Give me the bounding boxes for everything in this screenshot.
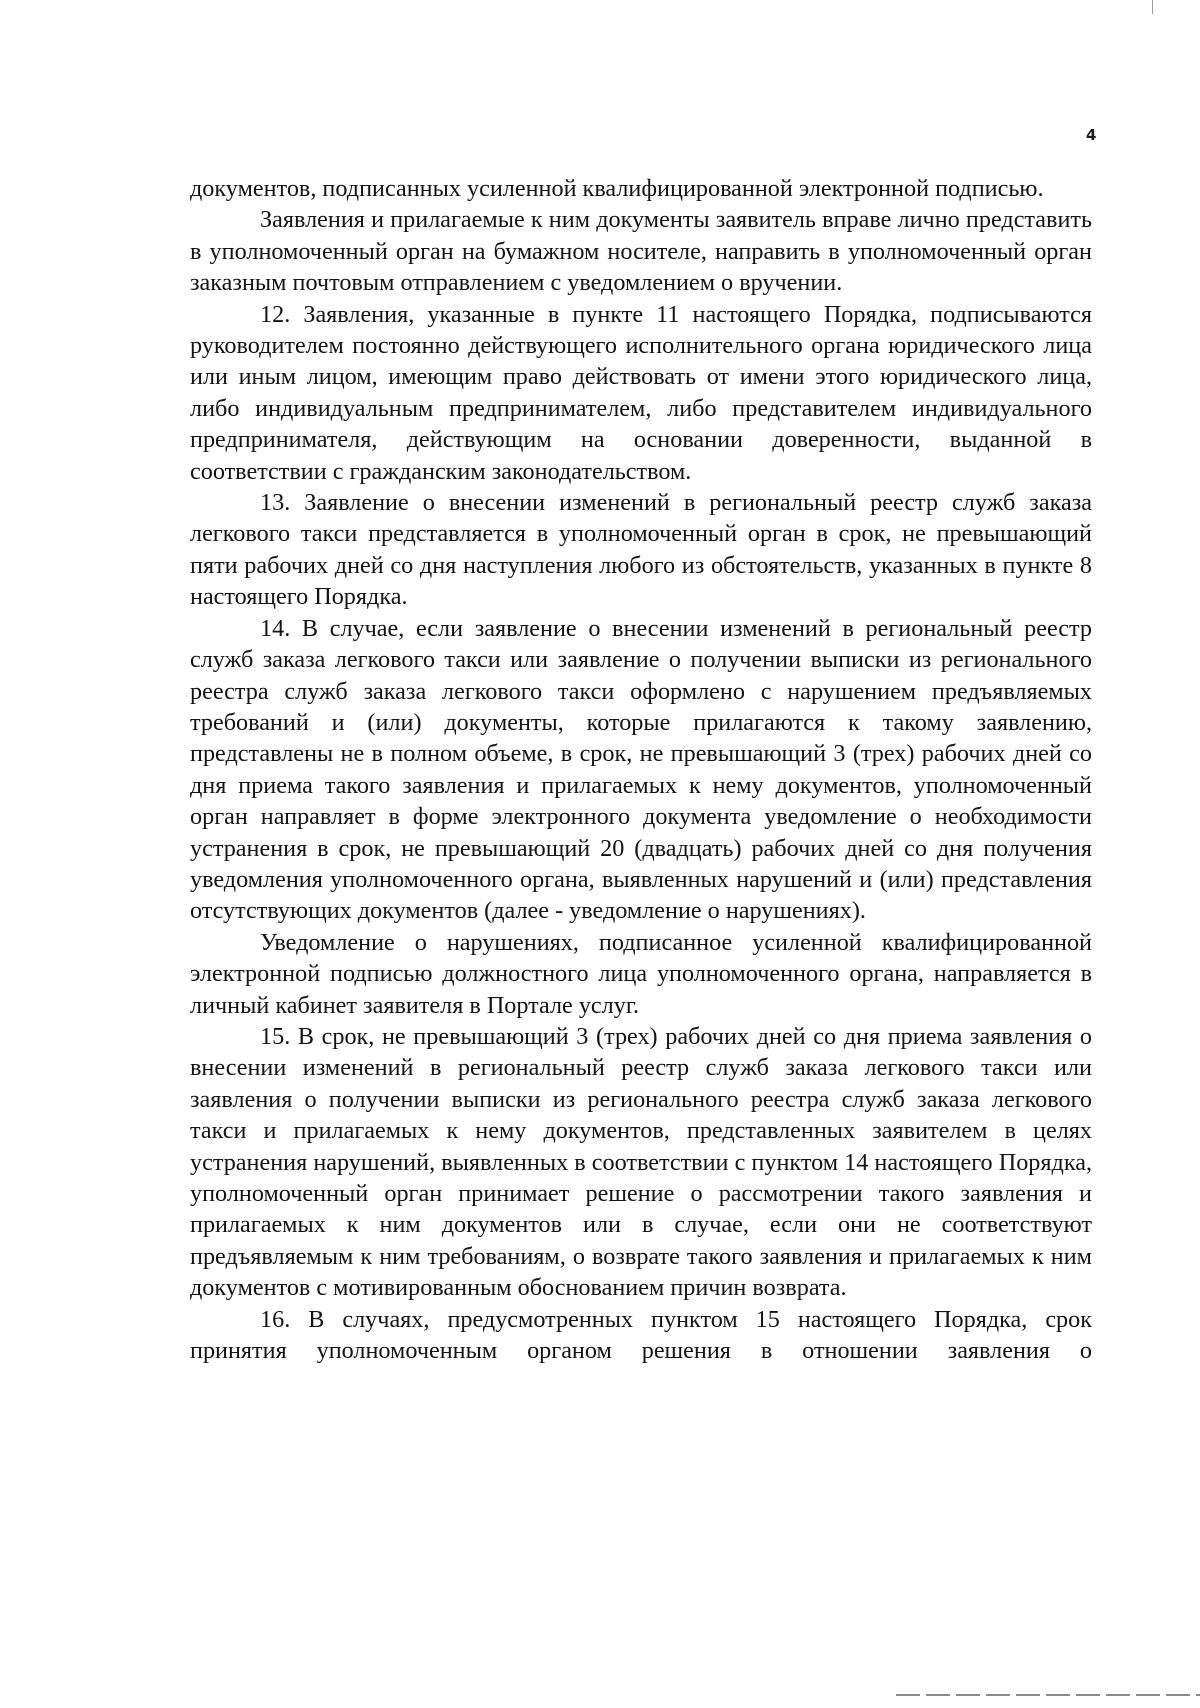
page-number: 4 <box>1086 126 1097 144</box>
paragraph-item-12: 12. Заявления, указанные в пункте 11 настоящего Порядка, подписываются руководителем постоянно действующего исполнительного органа юридического лица или иным лицом, имеющим право действовать от имени этого юридического лица, либо индивидуальным предпринимателем, либо представителем индивидуального предпринимателя, действующим на основании доверенности, выданной в соответствии с гражданским законодательством. <box>190 300 1092 485</box>
document-body <box>190 173 1092 1366</box>
paragraph-item-16: 16. В случаях, предусмотренных пунктом 15 настоящего Порядка, срок принятия уполномоченным органом решения в отношении заявления о <box>190 1305 1092 1365</box>
paragraph-continuation: документов, подписанных усиленной квалифицированной электронной подписью. <box>190 175 1044 202</box>
scan-edge-mark <box>1152 0 1153 14</box>
paragraph-item-15: 15. В срок, не превышающий 3 (трех) рабочих дней со дня приема заявления о внесении изменений в региональный реестр служб заказа легкового такси или заявления о получении выписки из регионального реестра служб заказа легкового такси и прилагаемых к нему документов, представленных заявителем в целях устранения нарушений, выявленных в соответствии с пунктом 14 настоящего Порядка, уполномоченный орган принимает решение о рассмотрении такого заявления и прилагаемых к ним документов или в случае, если они не соответствуют предъявляемым к ним требованиям, о возврате такого заявления и прилагаемых к ним документов с мотивированным обоснованием причин возврата. <box>190 1022 1092 1302</box>
paragraph-item-14: 14. В случае, если заявление о внесении изменений в региональный реестр служб заказа легкового такси или заявление о получении выписки из регионального реестра служб заказа легкового такси оформлено с нарушением предъявляемых требований и (или) документы, которые прилагаются к такому заявлению, представлены не в полном объеме, в срок, не превышающий 3 (трех) рабочих дней со дня приема такого заявления и прилагаемых к нему документов, уполномоченный орган направляет в форме электронного документа уведомление о необходимости устранения в срок, не превышающий 20 (двадцать) рабочих дней со дня получения уведомления уполномоченного органа, выявленных нарушений и (или) представления отсутствующих документов (далее - уведомление о нарушениях). <box>190 614 1092 925</box>
paragraph-item-13: 13. Заявление о внесении изменений в региональный реестр служб заказа легкового такси представляется в уполномоченный орган в срок, не превышающий пяти рабочих дней со дня наступления любого из обстоятельств, указанных в пункте 8 настоящего Порядка. <box>190 489 1092 611</box>
paragraph-violation-notice: Уведомление о нарушениях, подписанное усиленной квалифицированной электронной подписью должностного лица уполномоченного органа, направляется в личный кабинет заявителя в Портале услуг. <box>190 928 1092 1019</box>
paragraph-submission-methods: Заявления и прилагаемые к ним документы заявитель вправе лично представить в уполномоченный орган на бумажном носителе, направить в уполномоченный орган заказным почтовым отправлением с уведомлением о вручении. <box>190 206 1092 297</box>
scan-bottom-rule <box>896 1694 1200 1696</box>
